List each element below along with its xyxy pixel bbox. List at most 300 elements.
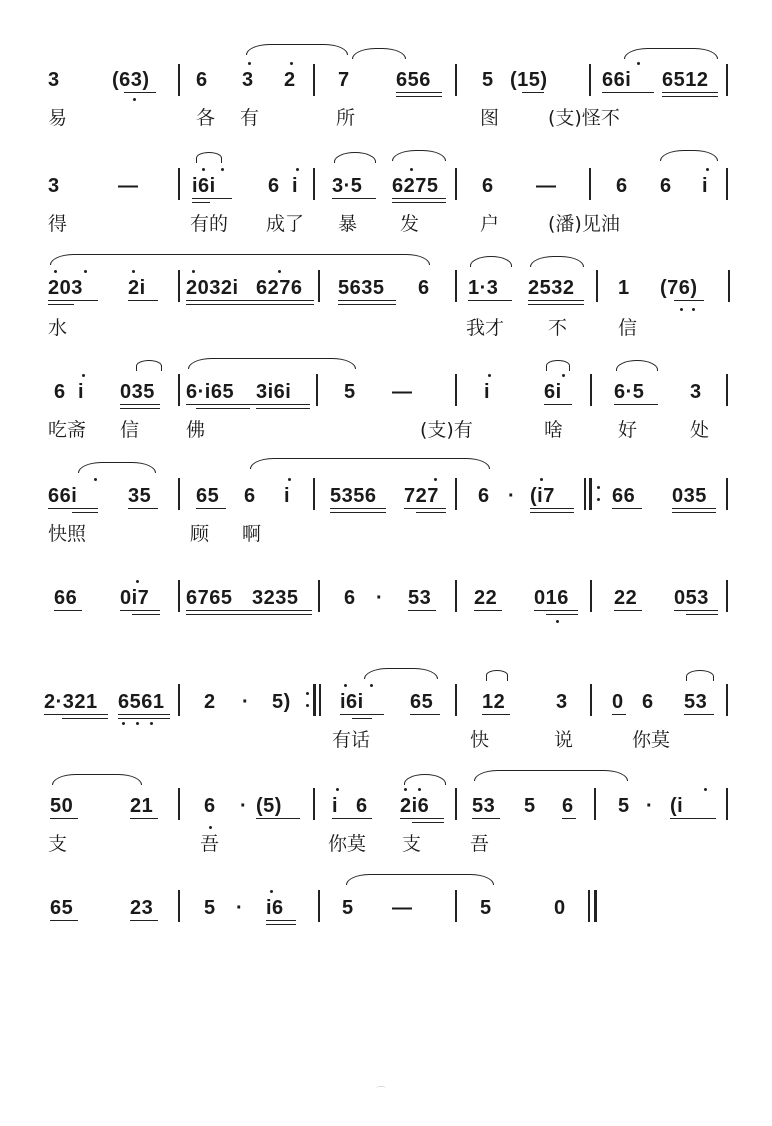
underline: [412, 822, 444, 823]
barline: [178, 478, 180, 510]
barline: [589, 64, 591, 96]
note: 65: [196, 485, 220, 507]
lyric: 户: [480, 213, 500, 235]
lyric: 你莫: [632, 729, 671, 751]
barline: [726, 788, 728, 820]
note: 6: [268, 175, 280, 197]
note: 6: [616, 175, 628, 197]
octave-dot: [82, 374, 85, 377]
repeat-dot: [597, 498, 600, 501]
note: i: [702, 175, 709, 197]
note: 22: [474, 587, 498, 609]
slur: [136, 360, 162, 371]
barline: [455, 64, 457, 96]
underline: [534, 610, 578, 611]
underline: [662, 92, 718, 93]
underline: [416, 512, 446, 513]
note: 5: [204, 897, 216, 919]
underline: [266, 924, 296, 925]
barline: [726, 580, 728, 612]
note: 6276: [256, 277, 303, 299]
underline: [130, 818, 158, 819]
note: 66i: [48, 485, 78, 507]
note: (15): [510, 69, 548, 91]
barline: [313, 64, 315, 96]
octave-dot: [540, 478, 543, 481]
repeat-dot: [306, 692, 309, 695]
underline: [340, 714, 384, 715]
barline: [588, 890, 590, 922]
barline: [316, 374, 318, 406]
note: 5: [342, 897, 354, 919]
slur: [250, 458, 490, 469]
note: 2032i: [186, 277, 239, 299]
lyric: 支: [48, 833, 68, 855]
slur: [470, 256, 512, 267]
barline: [178, 684, 180, 716]
lyric: 处: [690, 419, 710, 441]
underline: [44, 714, 108, 715]
note: 66: [612, 485, 636, 507]
barline: [178, 64, 180, 96]
underline: [472, 818, 500, 819]
underline: [130, 920, 158, 921]
note: i6i: [192, 175, 216, 197]
underline: [468, 300, 512, 301]
note: 6275: [392, 175, 439, 197]
lyric: 顾: [190, 523, 210, 545]
underline: [672, 508, 716, 509]
octave-dot: [94, 478, 97, 481]
note: (76): [660, 277, 698, 299]
slur: [78, 462, 156, 473]
note: i6i: [340, 691, 364, 713]
barline: [590, 580, 592, 612]
underline: [674, 610, 718, 611]
note: 5: [524, 795, 536, 817]
note: 66: [54, 587, 78, 609]
final-barline: [594, 890, 597, 922]
note: 053: [674, 587, 709, 609]
note: ·: [236, 897, 244, 919]
barline: [313, 168, 315, 200]
underline: [662, 96, 718, 97]
lyric: (支)有: [420, 419, 473, 441]
note: 0i7: [120, 587, 150, 609]
tie: [346, 874, 494, 885]
underline: [528, 304, 584, 305]
note: 22: [614, 587, 638, 609]
slur: [334, 152, 376, 163]
lyric: 我才: [466, 317, 505, 339]
slur: [196, 152, 222, 163]
note: 016: [534, 587, 569, 609]
underline: [62, 718, 108, 719]
note: 6·5: [614, 381, 645, 403]
barline: [726, 374, 728, 406]
barline: [726, 684, 728, 716]
underline: [530, 512, 574, 513]
slur: [530, 256, 584, 267]
note: i6: [266, 897, 284, 919]
underline: [50, 818, 78, 819]
slur: [616, 360, 658, 371]
note: 1: [618, 277, 630, 299]
note: 6: [204, 795, 216, 817]
note: 656: [396, 69, 431, 91]
barline: [178, 890, 180, 922]
underline: [392, 202, 446, 203]
underline: [684, 714, 714, 715]
octave-dot: [288, 478, 291, 481]
lyric: 有话: [332, 729, 371, 751]
underline: [686, 614, 718, 615]
lyric: 不: [548, 317, 568, 339]
underline: [196, 508, 226, 509]
note: 65: [50, 897, 74, 919]
note: 2: [204, 691, 216, 713]
note: —: [392, 381, 413, 403]
barline: [313, 788, 315, 820]
underline: [612, 508, 642, 509]
note: 5: [344, 381, 356, 403]
lyric: 发: [400, 213, 420, 235]
octave-dot: [410, 168, 413, 171]
underline: [132, 614, 160, 615]
lyric: 啊: [242, 523, 262, 545]
slur: [486, 670, 508, 681]
octave-dot: [132, 270, 135, 273]
note: 035: [672, 485, 707, 507]
barline: [178, 374, 180, 406]
octave-dot: [692, 308, 695, 311]
note: 203: [48, 277, 83, 299]
slur: [188, 358, 356, 369]
octave-dot: [404, 788, 407, 791]
octave-dot: [296, 168, 299, 171]
octave-dot: [122, 722, 125, 725]
underline: [128, 508, 158, 509]
note: 6·i65: [186, 381, 235, 403]
note: 6: [482, 175, 494, 197]
octave-dot: [150, 722, 153, 725]
barline: [726, 478, 728, 510]
underline: [48, 508, 98, 509]
underline: [544, 404, 572, 405]
underline: [186, 610, 312, 611]
barline: [455, 168, 457, 200]
slur: [52, 774, 142, 785]
octave-dot: [706, 168, 709, 171]
underline: [196, 408, 250, 409]
note: 6: [642, 691, 654, 713]
lyric: 你莫: [328, 833, 367, 855]
lyric: 易: [48, 107, 68, 129]
lyric: 佛: [186, 419, 206, 441]
barline: [455, 788, 457, 820]
note: 2i6: [400, 795, 430, 817]
note: 0: [554, 897, 566, 919]
note: 6: [196, 69, 208, 91]
note: 2532: [528, 277, 575, 299]
underline: [186, 300, 314, 301]
octave-dot: [221, 168, 224, 171]
lyric: 各: [196, 107, 216, 129]
note: 21: [130, 795, 154, 817]
octave-dot: [336, 788, 339, 791]
barline: [318, 580, 320, 612]
note: 53: [472, 795, 496, 817]
note: 6: [244, 485, 256, 507]
barline: [455, 580, 457, 612]
underline: [48, 304, 74, 305]
barline: [318, 890, 320, 922]
underline: [404, 508, 446, 509]
note: 2·321: [44, 691, 98, 713]
underline: [602, 92, 654, 93]
lyric: 成了: [266, 213, 305, 235]
note: 5: [482, 69, 494, 91]
underline: [50, 920, 78, 921]
underline: [124, 92, 156, 93]
note: 23: [130, 897, 154, 919]
note: i: [484, 381, 491, 403]
barline: [584, 478, 586, 510]
lyric: 暴: [338, 213, 358, 235]
note: 3·5: [332, 175, 363, 197]
octave-dot: [418, 788, 421, 791]
underline: [674, 300, 704, 301]
underline: [562, 818, 576, 819]
underline: [256, 408, 310, 409]
lyric: 快照: [48, 523, 87, 545]
lyric: 信: [120, 419, 140, 441]
underline: [186, 304, 314, 305]
underline: [120, 610, 160, 611]
octave-dot: [136, 722, 139, 725]
underline: [118, 714, 170, 715]
underline: [338, 304, 396, 305]
octave-dot: [209, 826, 212, 829]
underline: [54, 610, 82, 611]
octave-dot: [192, 270, 195, 273]
note: 5635: [338, 277, 385, 299]
underline: [410, 714, 440, 715]
octave-dot: [248, 62, 251, 65]
note: 6: [562, 795, 574, 817]
note: 7: [338, 69, 350, 91]
note: 3: [242, 69, 254, 91]
underline: [396, 96, 442, 97]
underline: [400, 818, 444, 819]
octave-dot: [136, 580, 139, 583]
slur: [246, 44, 348, 55]
repeat-dot: [306, 704, 309, 707]
note: 6: [54, 381, 66, 403]
barline: [455, 890, 457, 922]
slur: [474, 770, 628, 781]
note: i: [292, 175, 299, 197]
barline: [178, 270, 180, 302]
barline: [590, 374, 592, 406]
slur: [352, 48, 406, 59]
barline: [726, 168, 728, 200]
barline: [596, 270, 598, 302]
underline: [186, 614, 312, 615]
slur: [50, 254, 430, 265]
lyric: 吃斋: [48, 419, 87, 441]
slur: [624, 48, 718, 59]
note: —: [536, 175, 557, 197]
underline: [408, 610, 436, 611]
underline: [546, 614, 578, 615]
barline: [594, 788, 596, 820]
note: 5: [480, 897, 492, 919]
barline: [313, 478, 315, 510]
underline: [474, 610, 502, 611]
note: 50: [50, 795, 74, 817]
octave-dot: [202, 168, 205, 171]
underline: [614, 610, 642, 611]
underline: [330, 512, 386, 513]
underline: [266, 920, 296, 921]
lyric: 有的: [190, 213, 229, 235]
note: 1·3: [468, 277, 499, 299]
octave-dot: [704, 788, 707, 791]
octave-dot: [370, 684, 373, 687]
underline: [612, 714, 626, 715]
note: 727: [404, 485, 439, 507]
note: 3: [690, 381, 702, 403]
note: i: [284, 485, 291, 507]
note: 6: [478, 485, 490, 507]
underline: [338, 300, 396, 301]
note: 3: [556, 691, 568, 713]
note: 3: [48, 69, 60, 91]
note: 5: [618, 795, 630, 817]
note: 12: [482, 691, 506, 713]
note: 35: [128, 485, 152, 507]
octave-dot: [290, 62, 293, 65]
note: (63): [112, 69, 150, 91]
lyric: 水: [48, 317, 68, 339]
underline: [614, 404, 658, 405]
underline: [192, 198, 232, 199]
lyric: 吾: [200, 833, 220, 855]
slur: [392, 150, 446, 161]
note: ·: [508, 485, 516, 507]
note: (5): [256, 795, 282, 817]
underline: [530, 508, 574, 509]
barline: [455, 374, 457, 406]
lyric: 说: [554, 729, 574, 751]
octave-dot: [278, 270, 281, 273]
barline: [455, 270, 457, 302]
underline: [120, 408, 160, 409]
note: (i: [670, 795, 684, 817]
note: 65: [410, 691, 434, 713]
underline: [120, 404, 160, 405]
note: i: [332, 795, 339, 817]
repeat-dot: [597, 486, 600, 489]
octave-dot: [488, 374, 491, 377]
underline: [330, 508, 386, 509]
octave-dot: [344, 684, 347, 687]
note: 53: [684, 691, 708, 713]
slur: [660, 150, 718, 161]
slur: [686, 670, 714, 681]
lyric: 所: [336, 107, 356, 129]
octave-dot: [54, 270, 57, 273]
underline: [256, 818, 300, 819]
underline: [48, 300, 98, 301]
repeat-barline: [589, 478, 592, 510]
note: ·: [376, 587, 384, 609]
note: 5356: [330, 485, 377, 507]
barline: [726, 64, 728, 96]
note: 6: [660, 175, 672, 197]
underline: [392, 198, 446, 199]
end-repeat-barline: [313, 684, 316, 716]
underline: [396, 92, 442, 93]
octave-dot: [434, 478, 437, 481]
barline: [178, 168, 180, 200]
note: 6512: [662, 69, 709, 91]
note: 3235: [252, 587, 299, 609]
note: 53: [408, 587, 432, 609]
underline: [528, 300, 584, 301]
lyric: (潘)见油: [548, 213, 620, 235]
lyric: 支: [402, 833, 422, 855]
note: 6i: [544, 381, 562, 403]
barline: [590, 684, 592, 716]
footer-mark: ⌒: [376, 1087, 386, 1098]
lyric: 吾: [470, 833, 490, 855]
barline: [319, 684, 321, 716]
note: i: [78, 381, 85, 403]
note: 2i: [128, 277, 146, 299]
note: 6765: [186, 587, 233, 609]
note: ·: [646, 795, 654, 817]
lyric: 快: [470, 729, 490, 751]
note: —: [392, 897, 413, 919]
barline: [589, 168, 591, 200]
underline: [672, 512, 716, 513]
barline: [455, 684, 457, 716]
lyric: (支)怪不: [548, 107, 620, 129]
note: 6: [356, 795, 368, 817]
underline: [118, 718, 170, 719]
note: 2: [284, 69, 296, 91]
lyric: 好: [618, 419, 638, 441]
lyric: 信: [618, 317, 638, 339]
lyric: 图: [480, 107, 500, 129]
underline: [72, 512, 98, 513]
note: 6: [418, 277, 430, 299]
octave-dot: [133, 98, 136, 101]
slur: [546, 360, 570, 371]
note: 0: [612, 691, 624, 713]
barline: [178, 788, 180, 820]
note: ·: [242, 691, 250, 713]
underline: [522, 92, 544, 93]
note: 3i6i: [256, 381, 292, 403]
slur: [364, 668, 438, 679]
octave-dot: [680, 308, 683, 311]
underline: [670, 818, 716, 819]
note: 6561: [118, 691, 165, 713]
octave-dot: [556, 620, 559, 623]
